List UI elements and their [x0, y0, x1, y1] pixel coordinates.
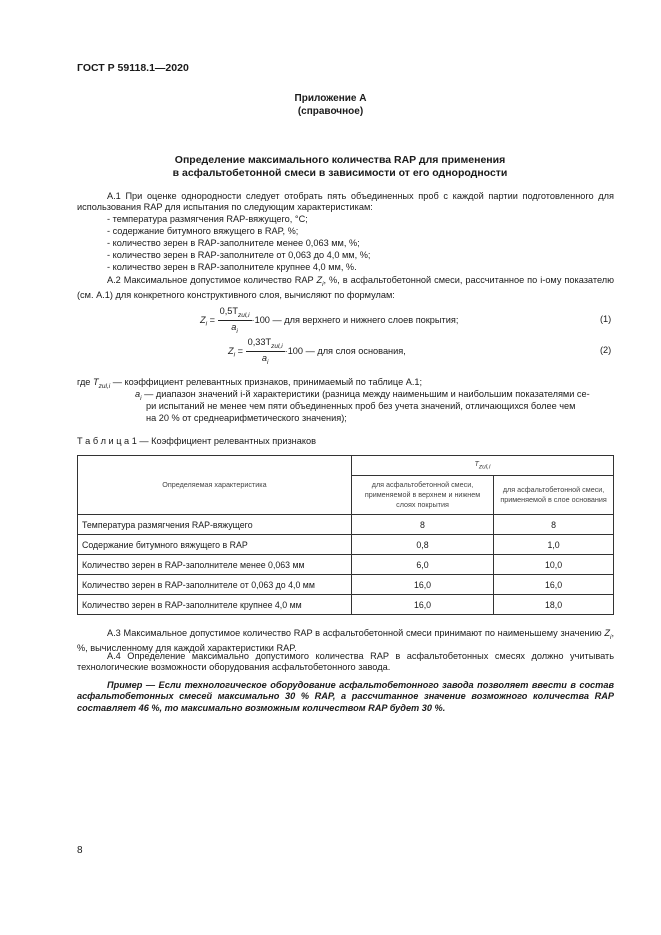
list-item: - количество зерен в RAP-заполнителе менее 0,063 мм, %;: [107, 238, 360, 248]
formula-2-number: (2): [600, 345, 612, 355]
formula-2: $Z_i$ = $\frac{0,33T_{zul,i}}{a_i}$ ·100 — для слоя основания,: [228, 337, 406, 366]
appendix-title: Приложение А: [294, 93, 367, 104]
document-code: ГОСТ Р 59118.1—2020: [77, 62, 189, 74]
table-cell: 16,0: [351, 575, 493, 595]
table-cell: 8: [351, 515, 493, 535]
table-row: [78, 575, 614, 595]
example-note: Пример — Если технологическое оборудование асфальтобетонного завода позволяет ввести в состав асфальтобетонных смесей максимально 30 % RAP, а рассчитанное значение возможного количества RAP составляет 46 %, то максимально возможным количеством RAP будет 30 %.: [77, 680, 614, 713]
list-item: - температура размягчения RAP-вяжущего, °С;: [107, 214, 308, 224]
where-a-definition: $a_i$ — диапазон значений i-й характеристики (разница между наименьшим и наибольшим показателями се-: [135, 389, 590, 402]
table-subheader: для асфальтобетонной смеси, применяемой в верхнем и нижнем слоях покрытия: [351, 476, 493, 515]
table-cell: 8: [494, 515, 614, 535]
table-cell: Температура размягчения RAP-вяжущего: [78, 515, 352, 535]
table-cell: Содержание битумного вяжущего в RAP: [78, 535, 352, 555]
table-cell: 16,0: [351, 595, 493, 615]
table-cell: 18,0: [494, 595, 614, 615]
table-col-header: Определяемая характеристика: [78, 456, 352, 515]
table-group-header: $T_{zul,i}$: [351, 456, 613, 476]
table-row: [78, 535, 614, 555]
table-row: [78, 515, 614, 535]
table-cell: 1,0: [494, 535, 614, 555]
table-caption: Т а б л и ц а 1 — Коэффициент релевантных признаков: [77, 436, 316, 446]
where-t-definition: где $T_{zul,i}$ — коэффициент релевантных признаков, принимаемый по таблице А.1;: [77, 377, 423, 390]
table-cell: 16,0: [494, 575, 614, 595]
list-item: - количество зерен в RAP-заполнителе крупнее 4,0 мм, %.: [107, 262, 357, 272]
formula-1-number: (1): [600, 314, 612, 324]
table-subheader: для асфальтобетонной смеси, применяемой в слое основания: [494, 476, 614, 515]
table-cell: 10,0: [494, 555, 614, 575]
appendix-subtitle: (справочное): [297, 106, 364, 117]
table-cell: 0,8: [351, 535, 493, 555]
relevance-table: [77, 455, 614, 615]
page-number: 8: [77, 845, 83, 856]
paragraph-a1: А.1 При оценке однородности следует отобрать пять объединенных проб с каждой партии подготовленного для использования RAP для испытания по следующим характеристикам:: [77, 191, 614, 213]
table-row: [78, 555, 614, 575]
paragraph-a2: А.2 Максимальное допустимое количество RAP $Z_i$, %, в асфальтобетонной смеси, рассчитанное по i-ому показателю (см. А.1) для конкретного конструктивного слоя, вычисляют по формулам:: [77, 275, 614, 301]
table-row: [78, 595, 614, 615]
table-cell: Количество зерен в RAP-заполнителе менее 0,063 мм: [78, 555, 352, 575]
section-title-line1: Определение максимального количества RAP для применения: [174, 154, 506, 166]
where-a-definition-cont: на 20 % от среднеарифметического значения);: [146, 413, 347, 423]
where-a-definition-cont: ри испытаний не менее чем пяти объединенных проб без учета значений, отличающихся более чем: [146, 401, 576, 411]
table-cell: Количество зерен в RAP-заполнителе крупнее 4,0 мм: [78, 595, 352, 615]
table-cell: 6,0: [351, 555, 493, 575]
list-item: - содержание битумного вяжущего в RAP, %;: [107, 226, 299, 236]
formula-1: $Z_i$ = $\frac{0,5T_{zul,i}}{a_i}$ ·100 — для верхнего и нижнего слоев покрытия;: [200, 306, 459, 335]
table-cell: Количество зерен в RAP-заполнителе от 0,063 до 4,0 мм: [78, 575, 352, 595]
paragraph-a3: А.3 Максимальное допустимое количество RAP в асфальтобетонной смеси принимают по наименьшему значению $Z_i$, %, вычисленному для каждой характеристики RAP.: [77, 628, 614, 654]
paragraph-a4: А.4 Определение максимально допустимого количества RAP в асфальтобетонных смесях должно учитывать технологические возможности оборудования асфальтобетонного завода.: [77, 651, 614, 673]
section-title-line2: в асфальтобетонной смеси в зависимости от его однородности: [172, 167, 508, 179]
list-item: - количество зерен в RAP-заполнителе от 0,063 до 4,0 мм, %;: [107, 250, 371, 260]
